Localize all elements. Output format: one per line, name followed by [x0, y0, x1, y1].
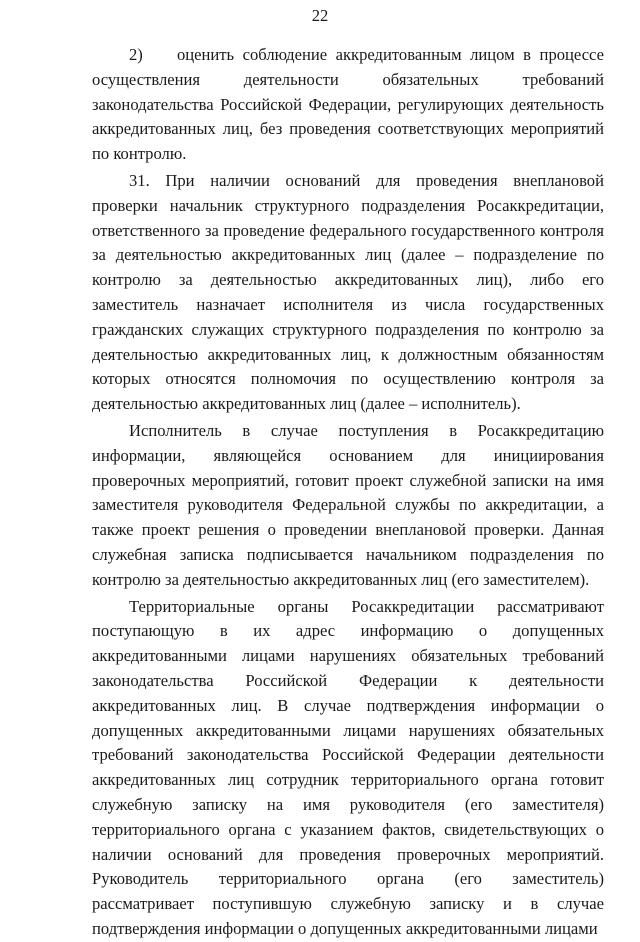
document-body: [92, 43, 604, 942]
paragraph-executor: Исполнитель в случае поступления в Росаккредитацию информации, являющейся основанием для инициирования проверочных мероприятий, готовит проект служебной записки на имя заместителя руководителя Федеральной службы по аккредитации, а также проект решения о проведении внеплановой проверки. Данная служебная записка подписывается начальником подразделения по контролю за деятельностью аккредитованных лиц (его заместителем).: [92, 420, 604, 589]
paragraph-clause-31: 31. При наличии оснований для проведения внеплановой проверки начальник структурного подразделения Росаккредитации, ответственного за проведение федерального государственного контроля за деятельностью аккредитованных лиц (далее – подразделение по контролю за деятельностью аккредитованных лиц), либо его заместитель назначает исполнителя из числа государственных гражданских служащих структурного подразделения по контролю за деятельностью аккредитованных лиц, к должностным обязанностям которых относятся полномочия по осуществлению контроля за деятельностью аккредитованных лиц (далее – исполнитель).: [92, 170, 604, 414]
paragraph-item-2: 2) оценить соблюдение аккредитованным лицом в процессе осуществления деятельности обязательных требований законодательства Российской Федерации, регулирующих деятельность аккредитованных лиц, без проведения соответствующих мероприятий по контролю.: [92, 45, 604, 164]
page-number: 22: [311, 6, 329, 25]
paragraph-territorial-bodies: Территориальные органы Росаккредитации рассматривают поступающую в их адрес информацию о допущенных аккредитованными лицами нарушениях обязательных требований законодательства Российской Федерации к деятельности аккредитованных лиц. В случае подтверждения информации о допущенных аккредитованными лицами нарушениях обязательных требований законодательства Российской Федерации деятельности аккредитованных лиц сотрудник территориального органа готовит служебную записку на имя руководителя (его заместителя) территориального органа с указанием фактов, свидетельствующих о наличии оснований для проведения проверочных мероприятий. Руководитель территориального органа (его заместитель) рассматривает поступившую служебную записку и в случае подтверждения информации о допущенных аккредитованными лицами: [92, 596, 604, 938]
